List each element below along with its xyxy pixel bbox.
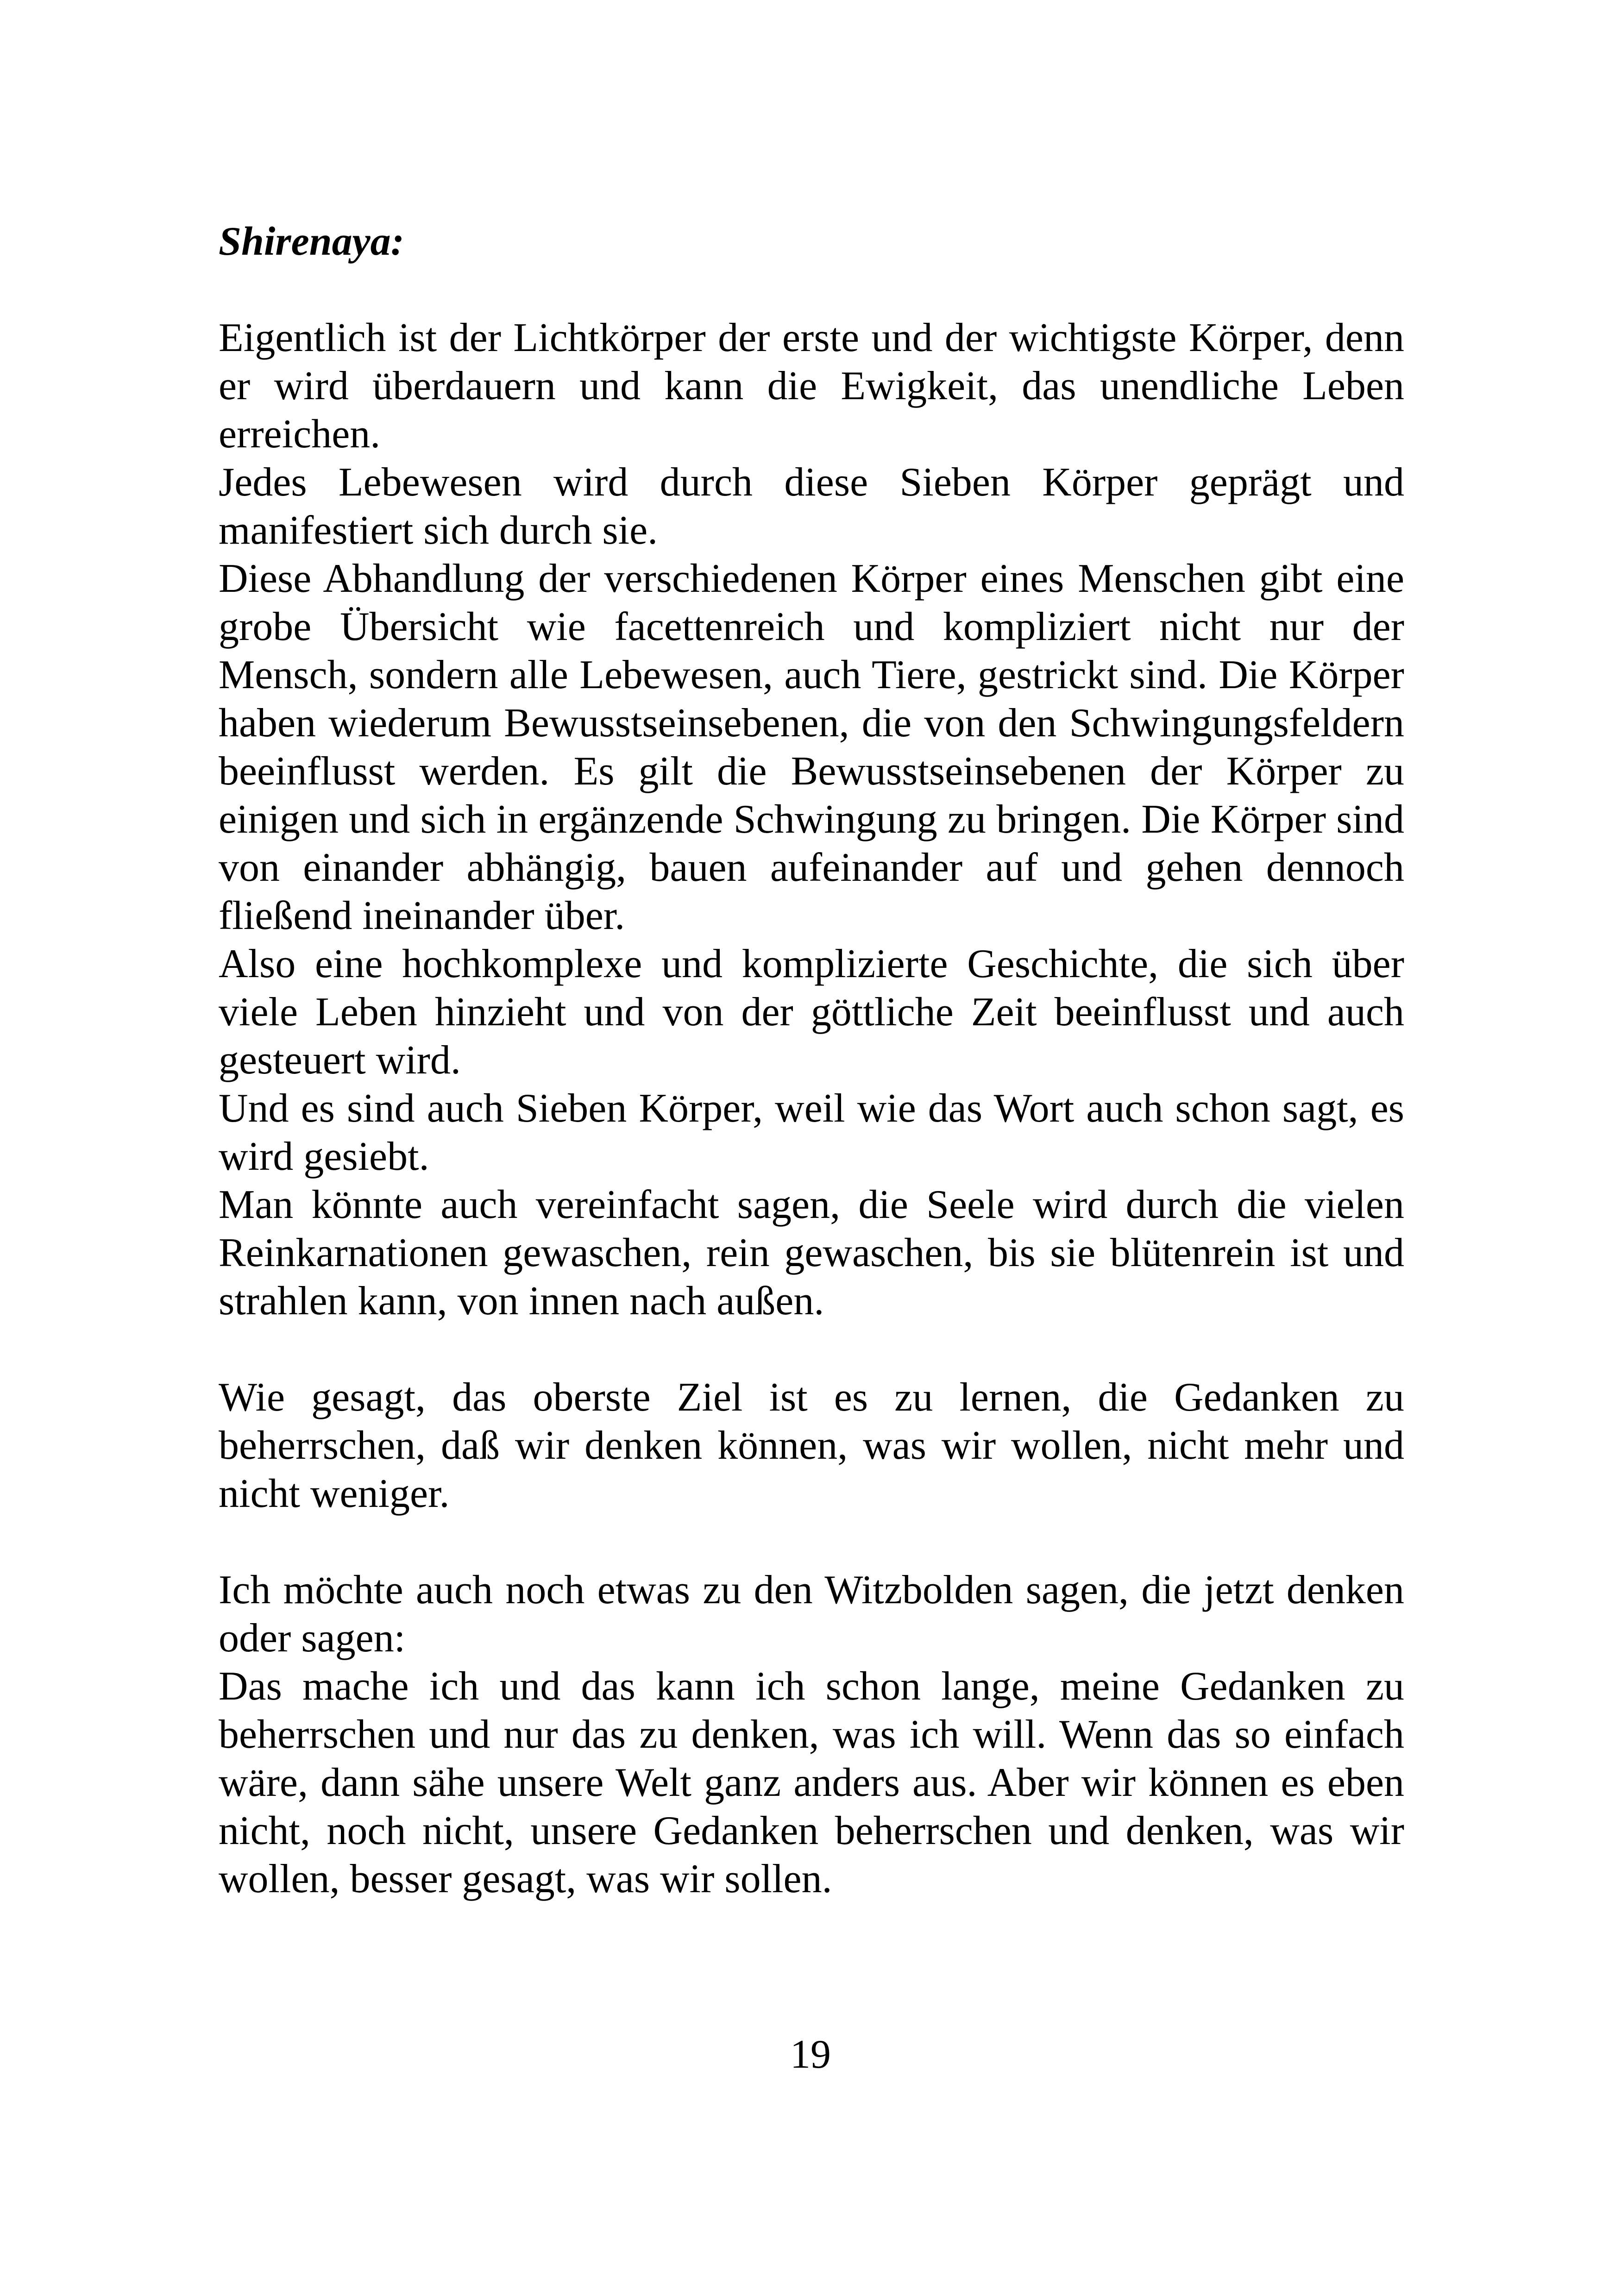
paragraph: Und es sind auch Sieben Körper, weil wie das Wort auch schon sagt, es wird gesiebt. — [219, 1086, 1404, 1179]
paragraph: Wie gesagt, das oberste Ziel ist es zu lernen, die Gedanken zu beherrschen, daß wir denken können, was wir wollen, nicht mehr und nicht weniger. — [219, 1375, 1404, 1516]
paragraph: Eigentlich ist der Lichtkörper der erste und der wichtigste Körper, denn er wird überdauern und kann die Ewigkeit, das unendliche Leben erreichen. — [219, 315, 1404, 457]
paragraph: Diese Abhandlung der verschiedenen Körper eines Menschen gibt eine grobe Übersicht wie facettenreich und kompliziert nicht nur der Mensch, sondern alle Lebewesen, auch Tiere, gestrickt sind. Die Körper haben wiederum Bewusstseinsebenen, die von den Schwingungsfeldern beeinflusst werden. Es gilt die Bewusstseinsebenen der Körper zu einigen und sich in ergänzende Schwingung zu bringen. Die Körper sind von einander abhängig, bauen aufeinander auf und gehen dennoch fließend ineinander über. — [219, 556, 1404, 938]
paragraph: Also eine hochkomplexe und komplizierte Geschichte, die sich über viele Leben hinzieht und von der göttliche Zeit beeinflusst und auch gesteuert wird. — [219, 941, 1404, 1083]
blank-line — [219, 1325, 1404, 1374]
page-number: 19 — [790, 2032, 831, 2077]
blank-line — [219, 1518, 1404, 1566]
speaker-heading: Shirenaya: — [219, 219, 404, 264]
paragraph: Jedes Lebewesen wird durch diese Sieben Körper geprägt und manifestiert sich durch sie. — [219, 460, 1404, 553]
paragraph: Ich möchte auch noch etwas zu den Witzbolden sagen, die jetzt denken oder sagen: — [219, 1568, 1404, 1661]
paragraph: Das mache ich und das kann ich schon lange, meine Gedanken zu beherrschen und nur das zu denken, was ich will. Wenn das so einfach wäre, dann sähe unsere Welt ganz anders aus. Aber wir können es eben nicht, noch nicht, unsere Gedanken beherrschen und denken, was wir wollen, besser gesagt, was wir sollen. — [219, 1664, 1404, 1901]
blank-line — [219, 266, 1404, 314]
paragraph: Man könnte auch vereinfacht sagen, die Seele wird durch die vielen Reinkarnationen gewaschen, rein gewaschen, bis sie blütenrein ist und strahlen kann, von innen nach außen. — [219, 1182, 1404, 1324]
body-text — [219, 218, 1404, 1903]
